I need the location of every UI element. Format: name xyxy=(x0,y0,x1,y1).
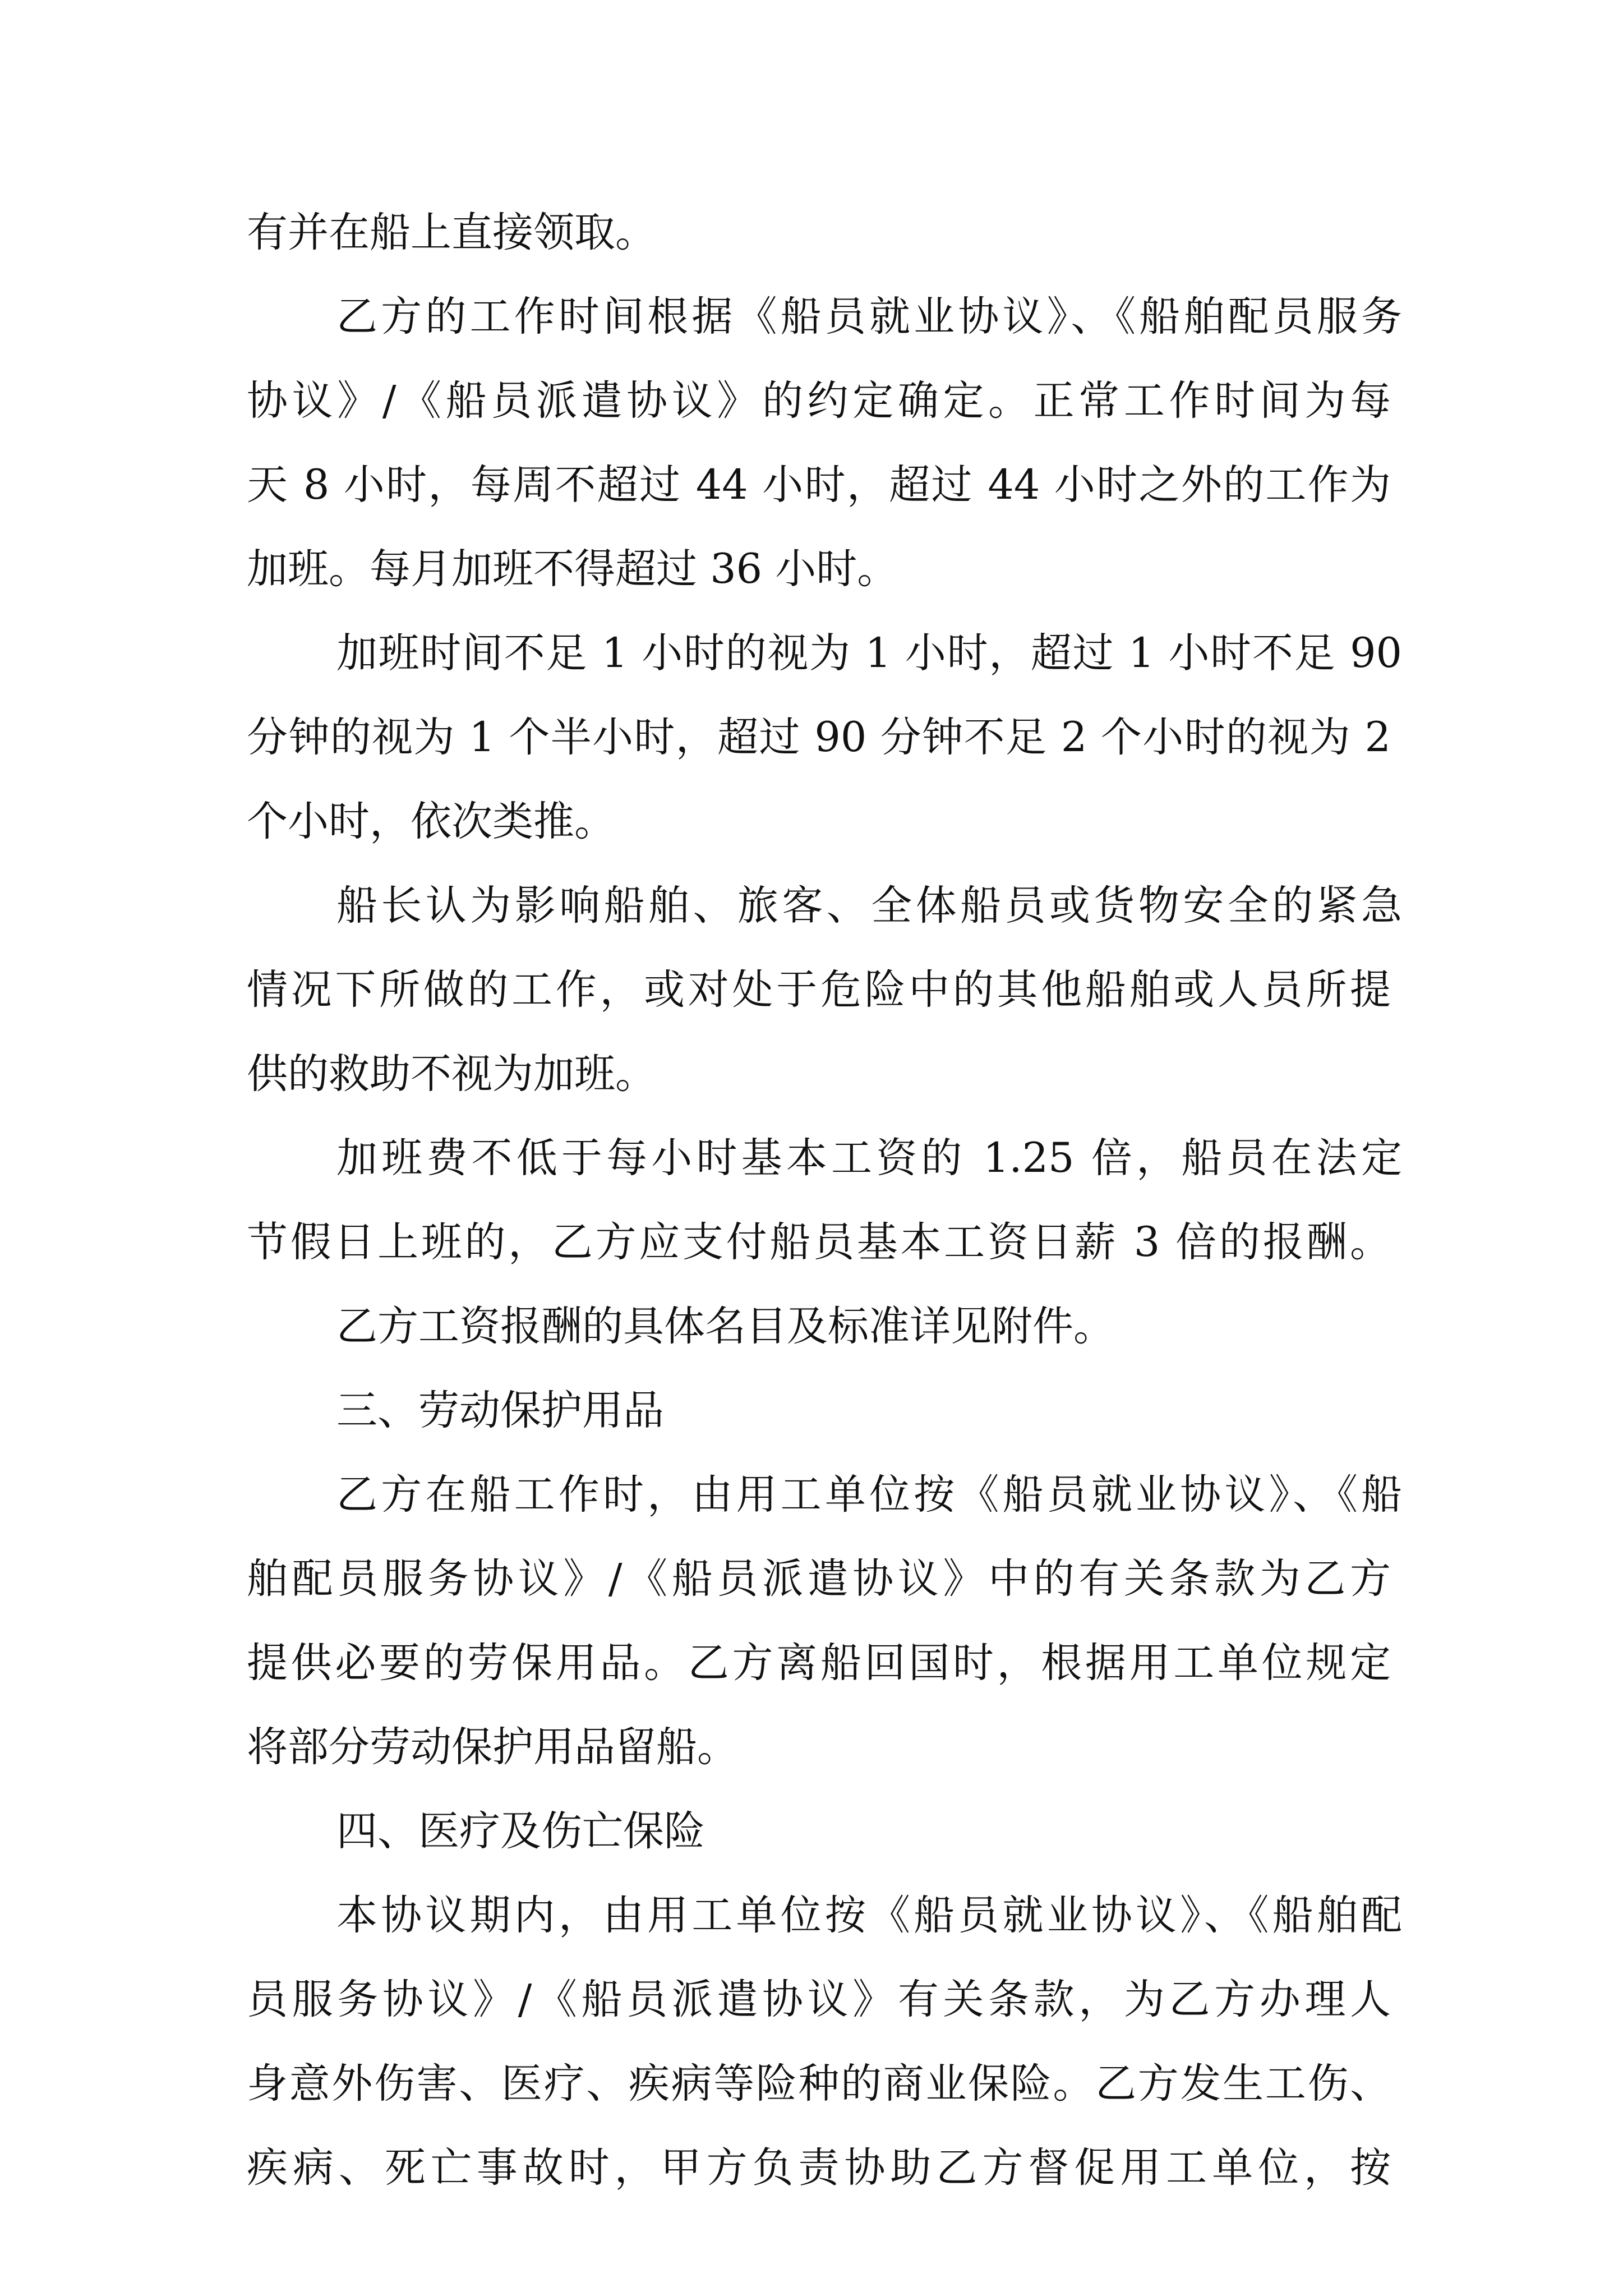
text-line: 天 8 小时，每周不超过 44 小时，超过 44 小时之外的工作为 xyxy=(247,461,1391,509)
paragraph-start-line: 船长认为影响船舶、旅客、全体船员或货物安全的紧急 xyxy=(336,882,1402,930)
text-line: 舶配员服务协议》/《船员派遣协议》中的有关条款为乙方 xyxy=(247,1555,1391,1603)
text-line: 身意外伤害、医疗、疾病等险种的商业保险。乙方发生工伤、 xyxy=(247,2060,1391,2108)
text-line: 分钟的视为 1 个半小时，超过 90 分钟不足 2 个小时的视为 2 xyxy=(247,714,1391,761)
section-heading: 四、医疗及伤亡保险 xyxy=(336,1807,705,1855)
paragraph-start-line: 乙方工资报酬的具体名目及标准详见附件。 xyxy=(336,1303,1114,1350)
paragraph-start-line: 乙方在船工作时，由用工单位按《船员就业协议》、《船 xyxy=(336,1471,1402,1519)
text-line: 情况下所做的工作，或对处于危险中的其他船舶或人员所提 xyxy=(247,966,1391,1014)
text-line: 疾病、死亡事故时，甲方负责协助乙方督促用工单位，按 xyxy=(247,2144,1391,2192)
section-heading: 三、劳动保护用品 xyxy=(336,1387,664,1434)
text-line: 将部分劳动保护用品留船。 xyxy=(247,1723,738,1771)
text-line: 个小时，依次类推。 xyxy=(247,798,615,845)
paragraph-start-line: 加班时间不足 1 小时的视为 1 小时，超过 1 小时不足 90 xyxy=(336,629,1402,677)
text-line: 供的救助不视为加班。 xyxy=(247,1050,656,1098)
text-line: 有并在船上直接领取。 xyxy=(247,209,656,256)
paragraph-start-line: 乙方的工作时间根据《船员就业协议》、《船舶配员服务 xyxy=(336,293,1402,341)
text-line: 提供必要的劳保用品。乙方离船回国时，根据用工单位规定 xyxy=(247,1639,1391,1687)
paragraph-start-line: 加班费不低于每小时基本工资的 1.25 倍，船员在法定 xyxy=(336,1134,1402,1182)
text-line: 加班。每月加班不得超过 36 小时。 xyxy=(247,545,898,593)
text-line: 协议》/《船员派遣协议》的约定确定。正常工作时间为每 xyxy=(247,377,1391,425)
text-line: 节假日上班的，乙方应支付船员基本工资日薪 3 倍的报酬。 xyxy=(247,1218,1391,1266)
text-line: 员服务协议》/《船员派遣协议》有关条款，为乙方办理人 xyxy=(247,1976,1391,2023)
paragraph-start-line: 本协议期内，由用工单位按《船员就业协议》、《船舶配 xyxy=(336,1892,1402,1939)
